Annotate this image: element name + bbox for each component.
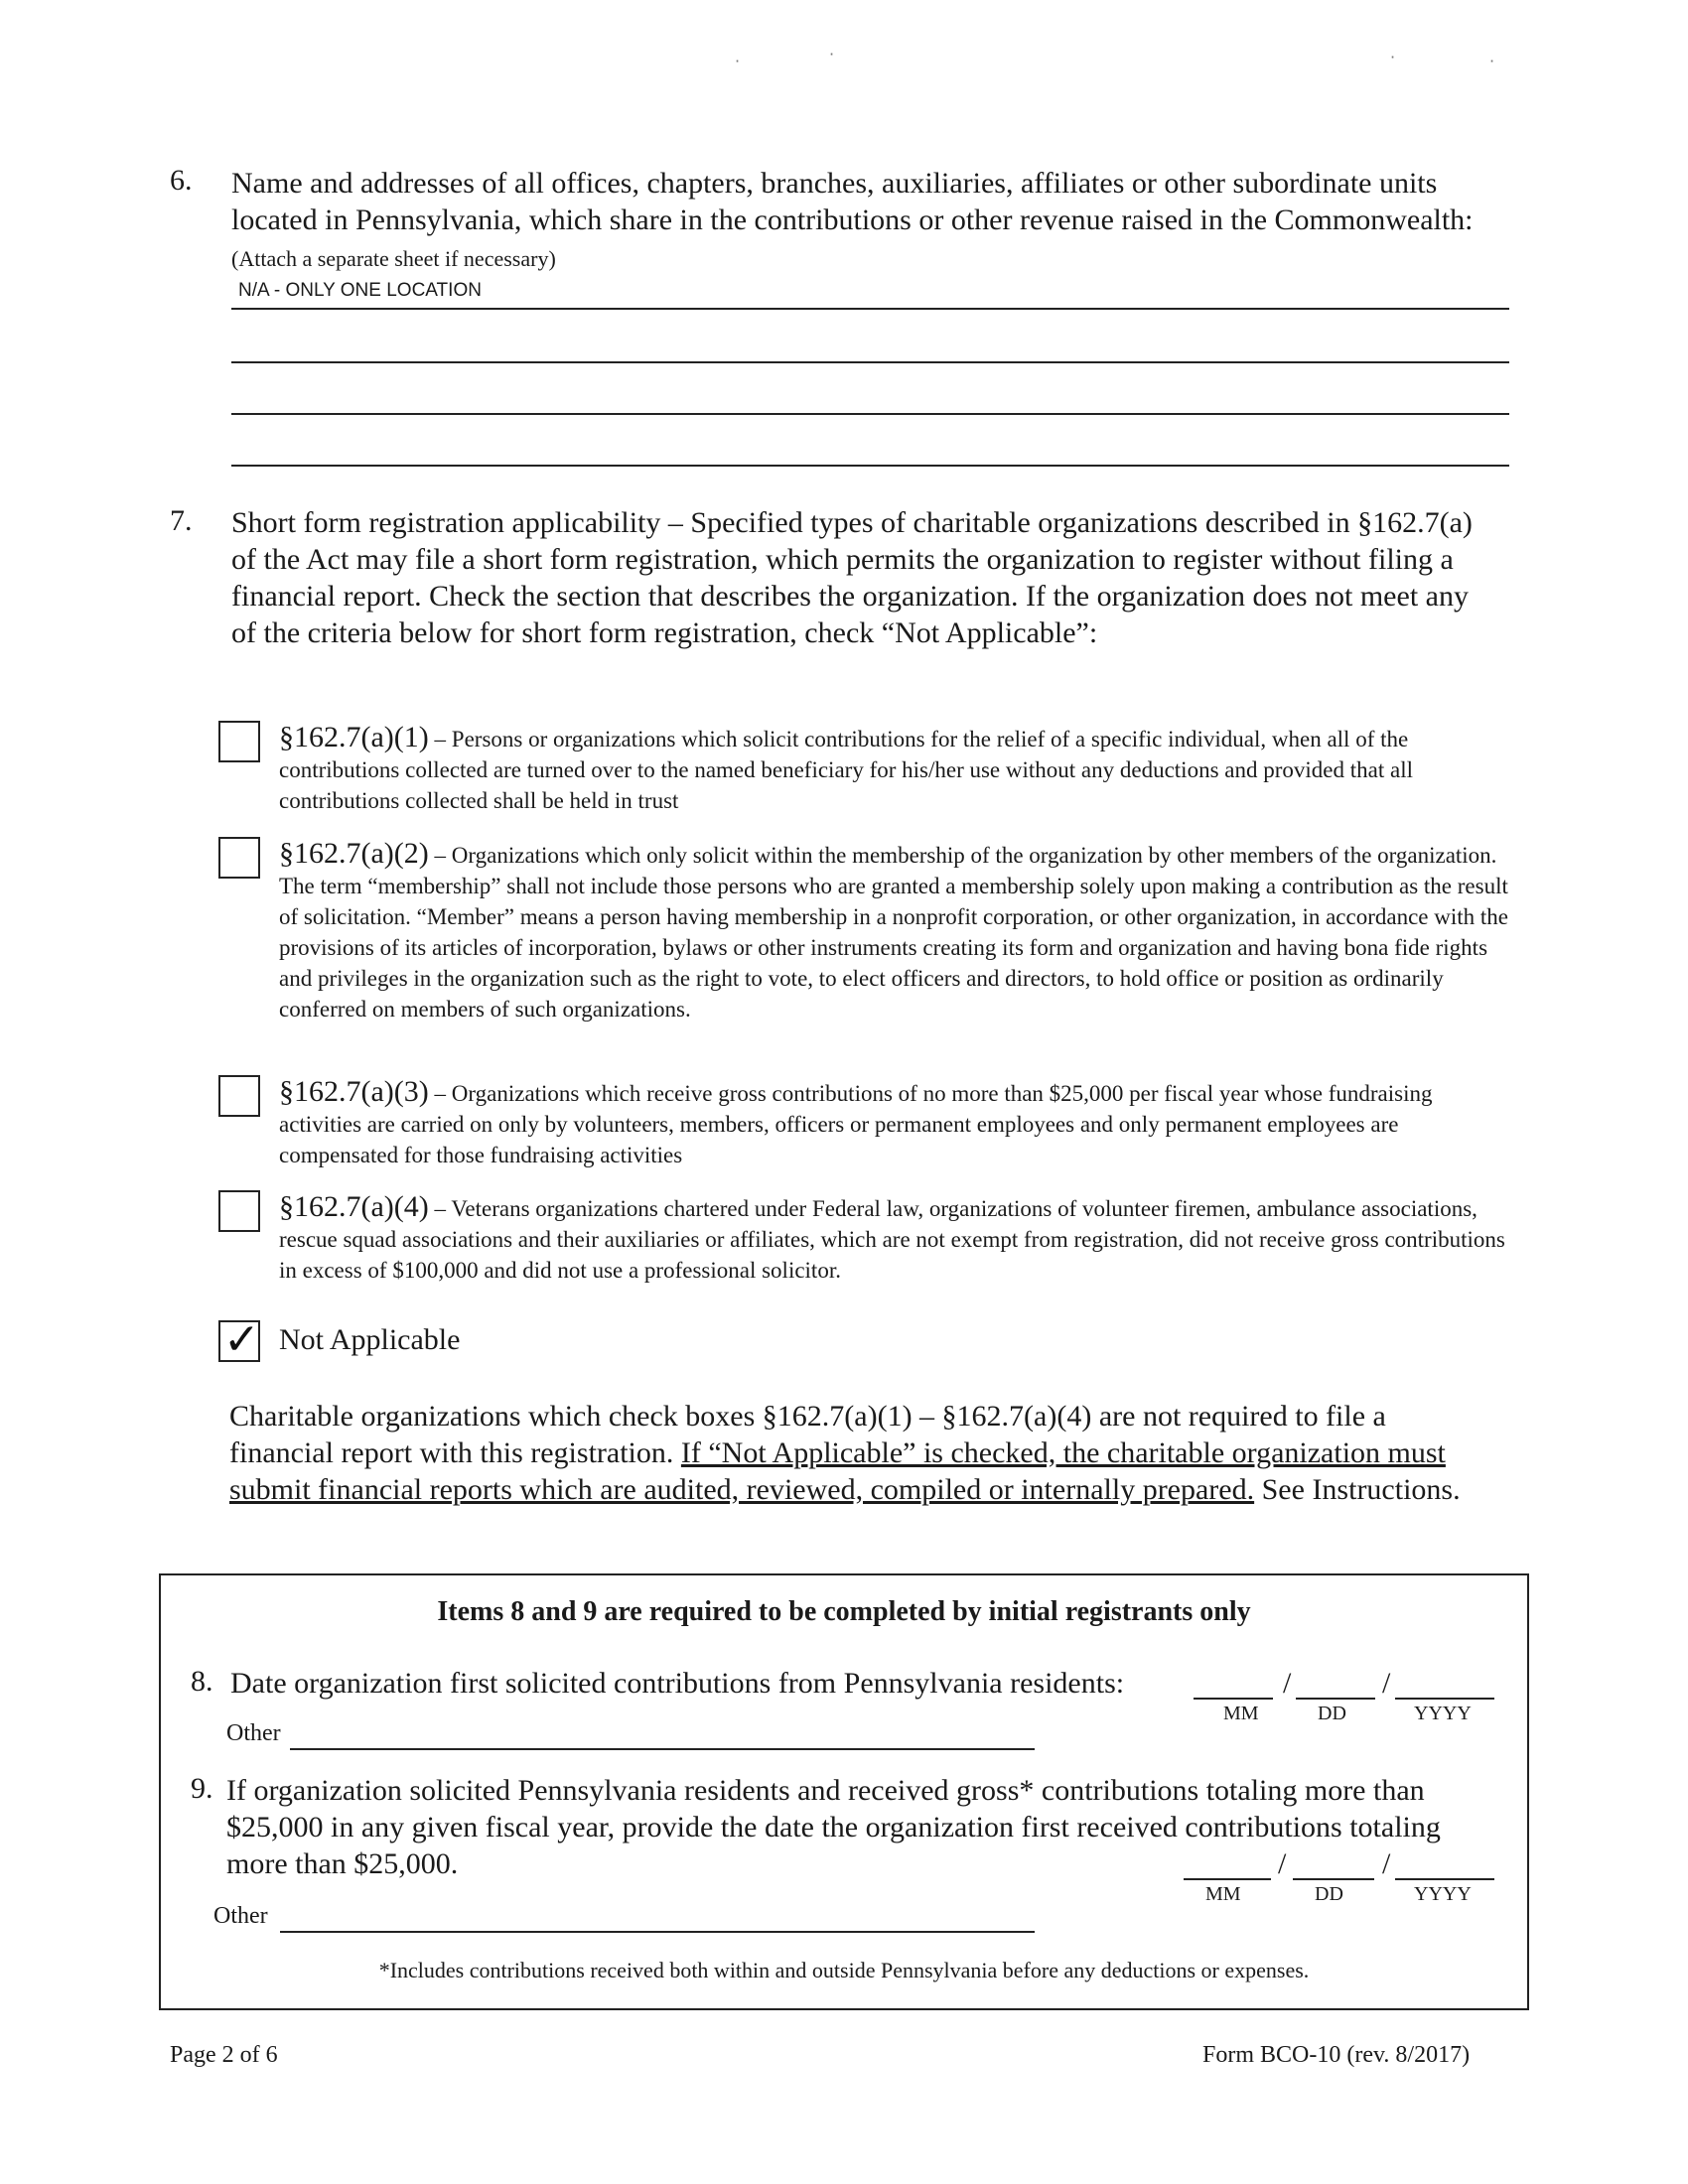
not-applicable-label: Not Applicable <box>279 1323 461 1356</box>
item6-text: Name and addresses of all offices, chapters, branches, auxiliaries, affiliates or other subordinate units located in Pennsylvania, which share in the contributions or other revenue raised in the Commonwealth: <box>231 167 1474 236</box>
item8-mm-label: MM <box>1223 1703 1259 1724</box>
option2-code: §162.7(a)(2) <box>279 837 429 870</box>
option1-checkbox[interactable] <box>218 721 260 762</box>
item9-other-field[interactable] <box>280 1931 1035 1933</box>
item8-month-field[interactable] <box>1194 1698 1273 1700</box>
item9-mm-label: MM <box>1205 1883 1241 1905</box>
closing-tail: See Instructions. <box>1254 1473 1461 1506</box>
item9-month-field[interactable] <box>1184 1878 1271 1880</box>
closing-plain: Charitable organizations which check boxes §162.7(a)(1) – §162.7(a)(4) are not required to file a financial report with this registration. <box>229 1400 1386 1469</box>
answer-line-3[interactable] <box>231 413 1509 415</box>
item7-number: 7. <box>170 504 193 537</box>
item9-text: If organization solicited Pennsylvania residents and received gross* contributions totaling more than $25,000 in any given fiscal year, provide the date the organization first received contributions totaling more than $25,000. <box>226 1774 1441 1880</box>
scan-speck: · <box>829 45 835 64</box>
option2-text: – Organizations which only solicit within the membership of the organization by other members of the organization. The term “membership” shall not include those persons who are granted a membership solely upon making a contribution as the result of solicitation. “Member” means a person having membership in a nonprofit corporation, or other organization, in accordance with the provisions of its articles of incorporation, bylaws or other instruments creating its form and organization and having bona fide rights and privileges in the organization such as the right to vote, to elect officers and directors, to hold office or position as ordinarily conferred on members of such organizations. <box>279 843 1508 1022</box>
scan-speck: · <box>735 52 741 70</box>
option2-checkbox[interactable] <box>218 837 260 879</box>
item9-slash-1: / <box>1278 1847 1287 1880</box>
item8-other-field[interactable] <box>290 1748 1035 1750</box>
option4 <box>279 1190 1520 1286</box>
option1-code: §162.7(a)(1) <box>279 721 429 753</box>
item8-dd-label: DD <box>1318 1703 1346 1724</box>
item9-year-field[interactable] <box>1395 1878 1494 1880</box>
answer-line-4[interactable] <box>231 465 1509 467</box>
option4-text: – Veterans organizations chartered under Federal law, organizations of volunteer firemen, ambulance associations, rescue squad associations and their auxiliaries or affiliates, which are not exempt from registration, did not receive gross contributions in excess of $100,000 and did not use a professional solicitor. <box>279 1196 1505 1283</box>
item6-number: 6. <box>170 164 193 197</box>
item8-yyyy-label: YYYY <box>1414 1703 1472 1724</box>
item6-question <box>231 165 1522 277</box>
initial-registrants-box <box>159 1573 1529 2010</box>
answer-line-1[interactable] <box>231 308 1509 310</box>
option3 <box>279 1075 1520 1170</box>
option2 <box>279 837 1520 1024</box>
item8-text: Date organization first solicited contributions from Pennsylvania residents: <box>230 1667 1125 1700</box>
closing-underlined: If “Not Applicable” is checked, the charitable organization must submit financial reports which are audited, reviewed, compiled or internally prepared. <box>229 1436 1446 1506</box>
option1 <box>279 721 1520 816</box>
item9-day-field[interactable] <box>1293 1878 1374 1880</box>
item8-number: 8. <box>191 1665 213 1698</box>
option1-text: – Persons or organizations which solicit contributions for the relief of a specific individual, when all of the contributions collected are turned over to the named beneficiary for his/her use without any deductions and provided that all contributions collected shall be held in trust <box>279 727 1413 813</box>
page-number: Page 2 of 6 <box>170 2042 278 2068</box>
answer-line-2[interactable] <box>231 361 1509 363</box>
check-mark-icon: ✓ <box>223 1314 260 1365</box>
form-id: Form BCO-10 (rev. 8/2017) <box>1202 2042 1471 2068</box>
item7-text: Short form registration applicability – Specified types of charitable organizations described in §162.7(a) of the Act may file a short form registration, which permits the organization to register without filing a financial report. Check the section that describes the organization. If the organization does not meet any of the criteria below for short form registration, check “Not Applicable”: <box>231 506 1473 649</box>
scan-speck: · <box>1489 52 1495 70</box>
item7-closing <box>229 1398 1480 1508</box>
scan-speck: · <box>1390 48 1396 67</box>
option4-checkbox[interactable] <box>218 1190 260 1232</box>
item8-day-field[interactable] <box>1296 1698 1375 1700</box>
item9-yyyy-label: YYYY <box>1414 1883 1472 1905</box>
option3-checkbox[interactable] <box>218 1075 260 1117</box>
item8-year-field[interactable] <box>1395 1698 1494 1700</box>
item8-slash-1: / <box>1283 1667 1292 1700</box>
not-applicable-checkbox[interactable] <box>218 1314 260 1365</box>
item9-other-label: Other <box>213 1903 268 1929</box>
item8-slash-2: / <box>1382 1667 1391 1700</box>
item9-dd-label: DD <box>1315 1883 1343 1905</box>
option3-text: – Organizations which receive gross contributions of no more than $25,000 per fiscal year whose fundraising activities are carried on only by volunteers, members, officers or permanent employees and only permanent employees are compensated for those fundraising activities <box>279 1081 1433 1167</box>
option4-code: §162.7(a)(4) <box>279 1190 429 1223</box>
item9-slash-2: / <box>1382 1847 1391 1880</box>
option3-code: §162.7(a)(3) <box>279 1075 429 1108</box>
box-heading: Items 8 and 9 are required to be completed by initial registrants only <box>437 1596 1251 1627</box>
item6-answer[interactable]: N/A - ONLY ONE LOCATION <box>238 280 482 301</box>
item8-other-label: Other <box>226 1720 281 1746</box>
item9-number: 9. <box>191 1772 213 1805</box>
item6-note: (Attach a separate sheet if necessary) <box>231 246 556 271</box>
box-footnote: *Includes contributions received both within and outside Pennsylvania before any deductions or expenses. <box>378 1958 1310 1982</box>
